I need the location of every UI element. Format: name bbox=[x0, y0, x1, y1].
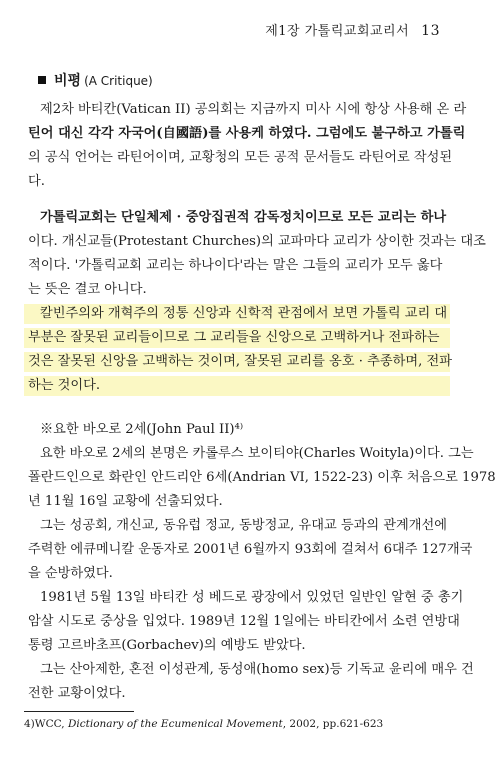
text-line: 이다. 개신교들(Protestant Churches)의 교파마다 교리가 상이한 것과는 대조 bbox=[28, 234, 486, 249]
chapter-title: 제1장 가톨릭교회교리서 bbox=[265, 24, 410, 39]
square-bullet-icon bbox=[38, 76, 46, 84]
text-line: 폴란드인으로 화란인 안드리안 6세(Andrian VI, 1522-23) 이후 처음으로 1978 bbox=[28, 470, 496, 485]
text-line: 전한 교황이었다. bbox=[28, 686, 126, 701]
paragraph-assassination-attempt bbox=[28, 586, 464, 658]
running-header bbox=[265, 20, 440, 39]
paragraph-vatican-language bbox=[28, 98, 467, 194]
paragraph-reformed-view bbox=[28, 302, 452, 398]
footnote-divider bbox=[24, 711, 134, 712]
text-line: 년 11월 16일 교황에 선출되었다. bbox=[28, 494, 223, 509]
footnote-prefix: 4)WCC, bbox=[24, 718, 68, 730]
footnote-suffix: , 2002, pp.621-623 bbox=[282, 718, 384, 730]
section-title: 비평 bbox=[54, 73, 82, 89]
paragraph-biography bbox=[28, 442, 496, 514]
text-line: 제2차 바티칸(Vatican II) 공의회는 지금까지 미사 시에 항상 사용해 온 라 bbox=[40, 102, 467, 117]
page-number: 13 bbox=[421, 23, 440, 39]
note-heading: ※요한 바오로 2세(John Paul II)⁴⁾ bbox=[40, 422, 244, 437]
paragraph-ecumenism bbox=[28, 514, 473, 586]
body-text bbox=[28, 98, 496, 706]
text-line: 가톨릭교회는 단일체제 · 중앙집권적 감독정치이므로 모든 교리는 하나 bbox=[40, 210, 447, 225]
section-heading bbox=[38, 70, 153, 90]
text-line: 암살 시도로 중상을 입었다. 1989년 12월 1일에는 바티칸에서 소련 연방대 bbox=[28, 614, 460, 629]
text-line: 것은 잘못된 신앙을 고백하는 것이며, 잘못된 교리를 옹호 · 추종하며, 전파 bbox=[28, 350, 446, 374]
paragraph-ethics bbox=[28, 658, 474, 706]
footnote-title: Dictionary of the Ecumenical Movement bbox=[67, 718, 283, 730]
text-line: 의 공식 언어는 라틴어이며, 교황청의 모든 공적 문서들도 라틴어로 작성된 bbox=[28, 150, 453, 165]
text-line: 통령 고르바초프(Gorbachev)의 예방도 받았다. bbox=[28, 638, 306, 653]
text-line: 주력한 에큐메니칼 운동자로 2001년 6월까지 93회에 걸쳐서 6대주 127개국 bbox=[28, 542, 473, 557]
text-line: 요한 바오로 2세의 본명은 카롤루스 보이티야(Charles Woityla)이다. 그는 bbox=[40, 446, 474, 461]
text-line: 다. bbox=[28, 174, 45, 189]
text-line: 칼빈주의와 개혁주의 정통 신앙과 신학적 관점에서 보면 가톨릭 교리 대 bbox=[28, 302, 446, 326]
text-line: 적이다. '가톨릭교회 교리는 하나이다'라는 말은 그들의 교리가 모두 옳다 bbox=[28, 258, 443, 273]
text-line: 그는 성공회, 개신교, 동유럽 정교, 동방정교, 유대교 등과의 관계개선에 bbox=[40, 518, 447, 533]
text-line: 그는 산아제한, 혼전 이성관계, 동성애(homo sex)등 기독교 윤리에 매우 건 bbox=[40, 662, 474, 677]
text-line: 하는 것이다. bbox=[28, 374, 446, 398]
section-subtitle: (A Critique) bbox=[84, 74, 153, 88]
footnote bbox=[24, 718, 383, 730]
paragraph-single-doctrine bbox=[28, 206, 486, 302]
text-line: 1981년 5월 13일 바티칸 성 베드로 광장에서 있었던 일반인 알현 중 총기 bbox=[40, 590, 464, 605]
text-line: 을 순방하였다. bbox=[28, 566, 113, 581]
text-line: 틴어 대신 각각 자국어(自國語)를 사용케 하였다. 그럼에도 불구하고 가톨릭 bbox=[28, 126, 466, 141]
text-line: 부분은 잘못된 교리들이므로 그 교리들을 신앙으로 고백하거나 전파하는 bbox=[28, 326, 446, 350]
text-line: 는 뜻은 결코 아니다. bbox=[28, 282, 147, 297]
